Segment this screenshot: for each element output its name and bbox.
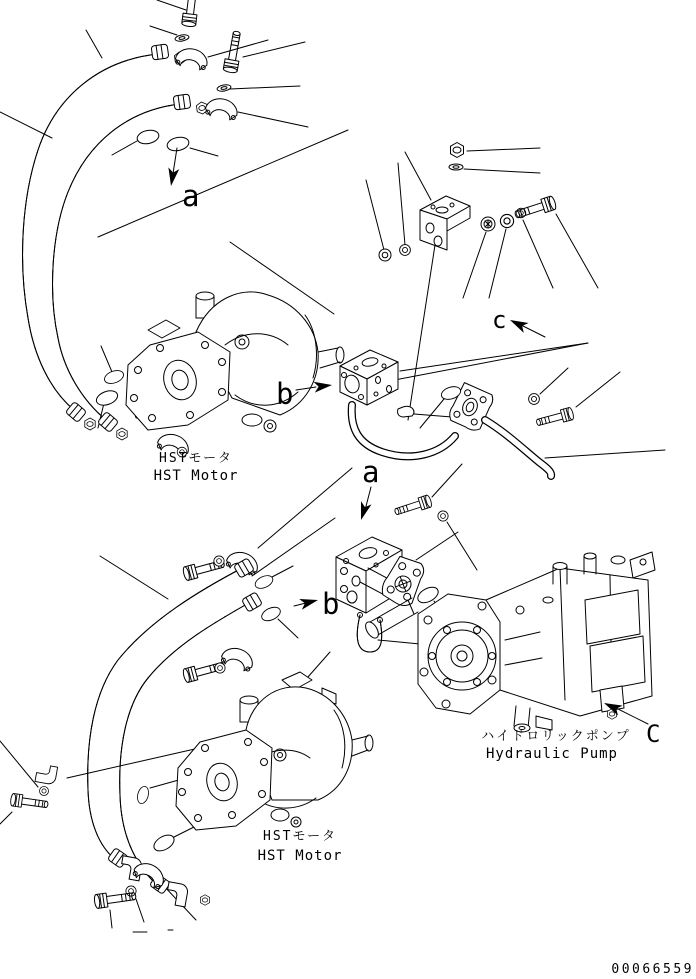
hst-motor-upper — [94, 292, 344, 432]
clip — [398, 406, 414, 417]
washer — [215, 663, 225, 673]
callout-letter-a-top: a — [182, 179, 200, 213]
washer — [40, 787, 49, 796]
washer — [217, 84, 232, 92]
plug — [253, 573, 275, 591]
plug — [151, 832, 177, 854]
plug — [136, 128, 160, 145]
plug — [166, 135, 190, 152]
valve-block-b — [340, 350, 398, 405]
callout-letter-a-block: a — [362, 455, 380, 489]
hst-motor-lower — [136, 672, 373, 854]
washer — [126, 886, 136, 896]
drawing-number: 00066559 — [611, 962, 694, 977]
callout-a-block — [356, 455, 380, 522]
washer — [438, 511, 448, 521]
plug — [136, 785, 151, 805]
callout-a-top — [136, 128, 200, 213]
label-hst-motor-upper-en: HST Motor — [153, 468, 239, 484]
washer — [214, 556, 224, 566]
bolt — [10, 793, 49, 811]
label-hydraulic-pump-jp: ハイドロリックポンプ — [481, 729, 631, 744]
label-hst-motor-upper-jp: HSTモータ — [159, 451, 233, 466]
callout-letter-c-pump: C — [646, 720, 661, 748]
clamp — [204, 96, 239, 121]
bolt — [182, 0, 201, 27]
corner-fitting-cluster — [10, 764, 58, 811]
elbow-fitting — [35, 764, 58, 785]
clamp — [174, 46, 209, 71]
washer — [449, 164, 463, 170]
callout-letter-b-motor: b — [276, 377, 294, 411]
washer — [400, 245, 411, 256]
lock-nut — [481, 217, 495, 231]
bolt — [393, 495, 432, 519]
washer — [529, 394, 540, 405]
callout-c-top — [492, 306, 545, 337]
callout-b-hoses — [294, 587, 339, 621]
plug — [94, 388, 119, 408]
callout-letter-b-hoses: b — [322, 587, 340, 621]
washer — [500, 214, 513, 227]
nut — [451, 143, 464, 158]
label-hydraulic-pump-en: Hydraulic Pump — [485, 746, 619, 762]
bracket-cluster — [420, 143, 557, 251]
washer — [379, 249, 391, 261]
hose-lower-cluster — [182, 548, 282, 683]
label-hst-motor-lower-en: HST Motor — [257, 848, 343, 864]
plug — [103, 368, 126, 386]
label-hst-motor-lower-jp: HSTモータ — [263, 829, 337, 844]
callout-letter-c-top: c — [492, 306, 507, 334]
bolt — [535, 407, 574, 429]
